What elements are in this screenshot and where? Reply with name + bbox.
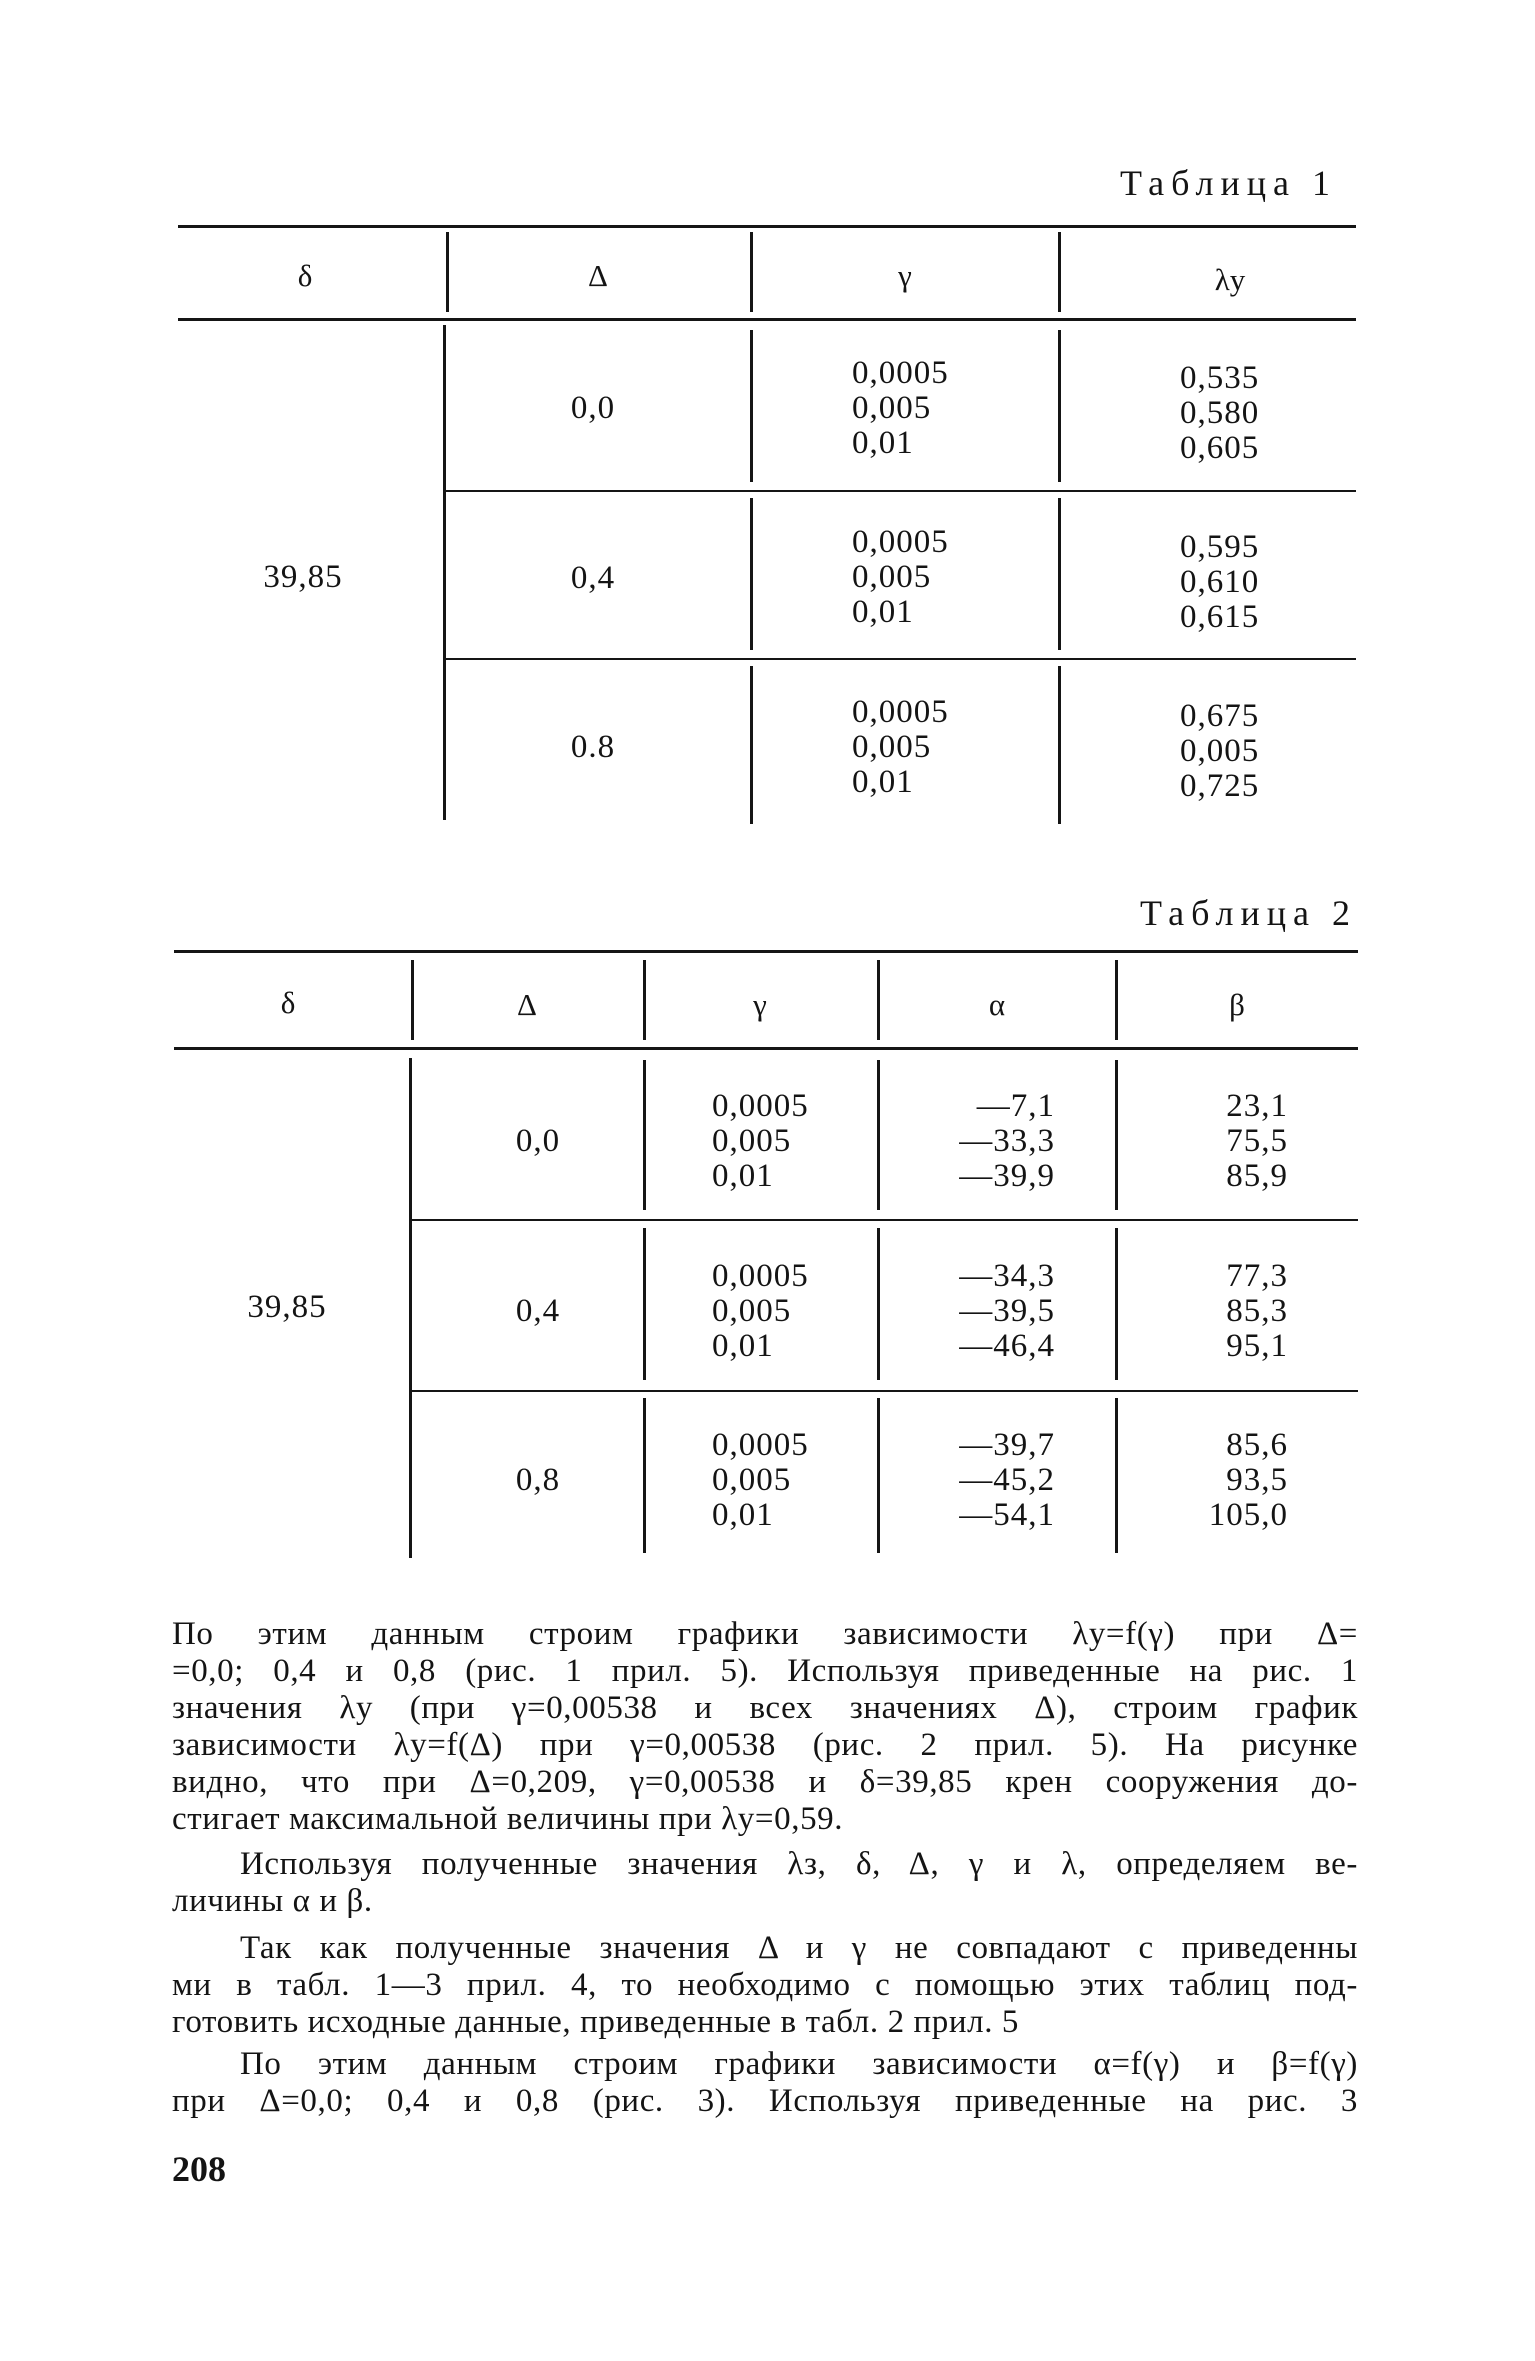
table-1-col-divider (750, 232, 753, 312)
table-2-col-divider (643, 1060, 646, 1210)
text-line: стигает максимальной величины при λу=0,59. (172, 1801, 844, 1837)
table-2-Delta-cell: 0,0 (515, 1123, 561, 1159)
table-2-header-alpha: α (988, 987, 1006, 1022)
table-1-Delta-cell: 0,0 (570, 390, 616, 426)
text-line: зависимости λу=f(Δ) при γ=0,00538 (рис. 2 прил. 5). На рисунке (172, 1727, 1358, 1763)
table-2-header-rule (174, 1047, 1358, 1050)
table-1-group-rule (443, 658, 1356, 660)
paragraph-3 (172, 1930, 1358, 2041)
table-2-header-gamma: γ (753, 987, 767, 1022)
table-1-Delta-cell: 0,4 (570, 560, 616, 596)
paragraph-4 (172, 2046, 1358, 2120)
table-1-lambda-cell: 0,595 0,610 0,615 (1180, 529, 1260, 635)
table-1-col-divider (1058, 232, 1061, 312)
table-1-header-lambda: λу (1214, 262, 1246, 297)
table-2-col-divider (1115, 1228, 1118, 1380)
table-1-col-divider (446, 232, 449, 312)
table-2-header-delta-small: δ (280, 985, 296, 1020)
table-1-col-divider (1058, 498, 1061, 650)
paragraph-1 (172, 1616, 1358, 1838)
text-line: Используя полученные значения λз, δ, Δ, γ и λ, определяем ве- (240, 1846, 1358, 1882)
table-2-beta-cell: 23,1 75,5 85,9 (1226, 1088, 1288, 1194)
table-2-col-divider (409, 1058, 412, 1558)
text-line: личины α и β. (172, 1883, 373, 1919)
table-1-col-divider (750, 666, 753, 824)
text-line: =0,0; 0,4 и 0,8 (рис. 1 прил. 5). Используя приведенные на рис. 1 (172, 1653, 1358, 1689)
text-line: По этим данным строим графики зависимости λу=f(γ) при Δ= (172, 1616, 1358, 1652)
table-2-top-rule (174, 950, 1358, 953)
table-2-alpha-cell: —34,3 —39,5 —46,4 (959, 1258, 1055, 1364)
page-number: 208 (172, 2149, 226, 2189)
table-2-alpha-cell: —39,7 —45,2 —54,1 (959, 1427, 1055, 1533)
table-1-header-gamma: γ (898, 258, 912, 293)
table-1-gamma-cell: 0,0005 0,005 0,01 (852, 694, 949, 800)
table-2-col-divider (1115, 1060, 1118, 1210)
table-1-Delta-cell: 0.8 (570, 729, 616, 765)
table-2-Delta-cell: 0,4 (515, 1293, 561, 1329)
table-2-gamma-cell: 0,0005 0,005 0,01 (712, 1427, 809, 1533)
table-2-gamma-cell: 0,0005 0,005 0,01 (712, 1088, 809, 1194)
table-2-header-beta: β (1229, 987, 1245, 1022)
table-1-col-divider (1058, 330, 1061, 482)
table-2-Delta-cell: 0,8 (515, 1462, 561, 1498)
table-2-col-divider (877, 1228, 880, 1380)
table-2-gamma-cell: 0,0005 0,005 0,01 (712, 1258, 809, 1364)
table-2-col-divider (643, 1228, 646, 1380)
table-2-col-divider (411, 960, 414, 1040)
text-line: По этим данным строим графики зависимости α=f(γ) и β=f(γ) (240, 2046, 1358, 2082)
table-2-col-divider (1115, 960, 1118, 1040)
text-line: значения λу (при γ=0,00538 и всех значениях Δ), строим график (172, 1690, 1358, 1726)
table-2-header-delta: Δ (517, 987, 537, 1022)
table-2-col-divider (1115, 1398, 1118, 1553)
table-2-delta-value: 39,85 (247, 1289, 327, 1325)
table-1-lambda-cell: 0,535 0,580 0,605 (1180, 360, 1260, 466)
text-line: ми в табл. 1—3 прил. 4, то необходимо с помощью этих таблиц под- (172, 1967, 1358, 2003)
table-2-group-rule (410, 1390, 1358, 1392)
table-1-header-rule (178, 318, 1356, 321)
table-2-group-rule (410, 1219, 1358, 1221)
table-1-gamma-cell: 0,0005 0,005 0,01 (852, 524, 949, 630)
table-1-col-divider (750, 498, 753, 650)
text-line: видно, что при Δ=0,209, γ=0,00538 и δ=39,85 крен сооружения до- (172, 1764, 1358, 1800)
table-1-col-divider (443, 325, 446, 820)
table-2-col-divider (643, 960, 646, 1040)
table-2-alpha-cell: —7,1 —33,3 —39,9 (959, 1088, 1055, 1194)
table-2-col-divider (877, 1060, 880, 1210)
table-1-top-rule (178, 225, 1356, 228)
table-1-header-delta: Δ (588, 258, 608, 293)
paragraph-2 (172, 1846, 1358, 1920)
table-1-caption: Таблица 1 (1120, 163, 1337, 203)
text-line: Так как полученные значения Δ и γ не совпадают с приведенны (240, 1930, 1358, 1966)
table-2-col-divider (643, 1398, 646, 1553)
table-1-col-divider (750, 330, 753, 482)
table-1-lambda-cell: 0,675 0,005 0,725 (1180, 698, 1260, 804)
table-1-header-delta-small: δ (297, 258, 313, 293)
table-1-gamma-cell: 0,0005 0,005 0,01 (852, 355, 949, 461)
text-line: готовить исходные данные, приведенные в табл. 2 прил. 5 (172, 2004, 1020, 2040)
table-1-col-divider (1058, 666, 1061, 824)
table-1-group-rule (443, 490, 1356, 492)
table-2-beta-cell: 77,3 85,3 95,1 (1226, 1258, 1288, 1364)
table-2-beta-cell: 85,6 93,5 105,0 (1208, 1427, 1288, 1533)
table-2-caption: Таблица 2 (1140, 893, 1357, 933)
text-line: при Δ=0,0; 0,4 и 0,8 (рис. 3). Используя приведенные на рис. 3 (172, 2083, 1358, 2119)
table-1-delta-value: 39,85 (263, 559, 343, 595)
table-2-col-divider (877, 1398, 880, 1553)
table-2-col-divider (877, 960, 880, 1040)
